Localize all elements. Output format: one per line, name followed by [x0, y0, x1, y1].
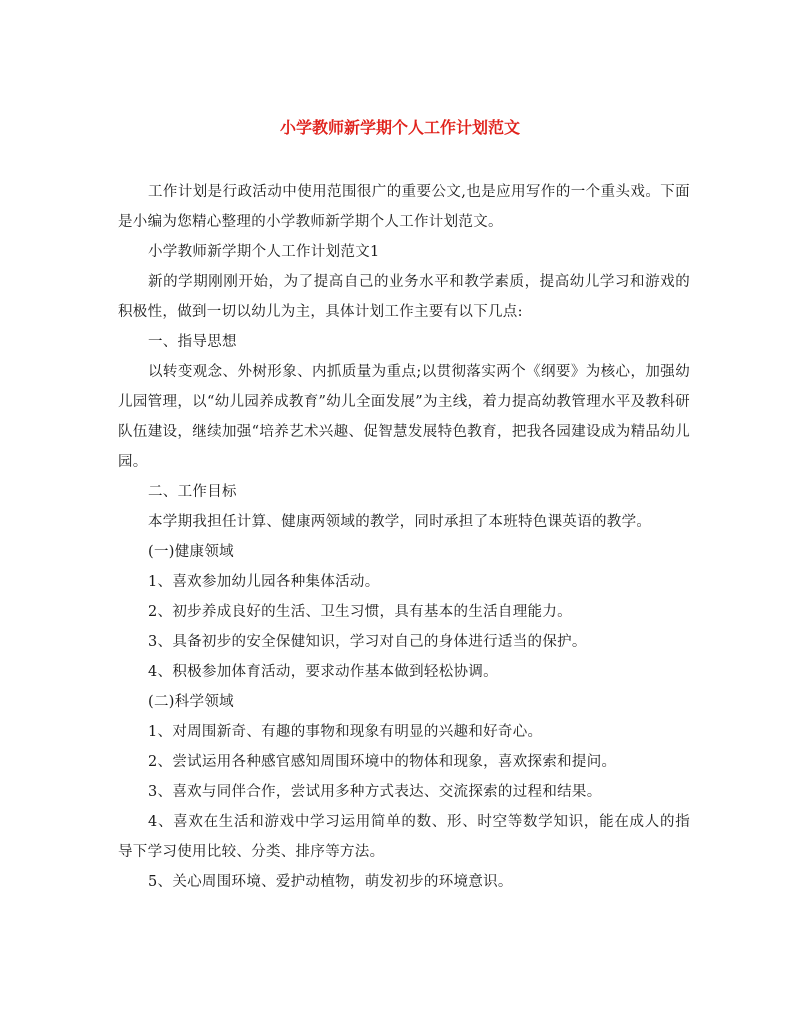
subsection-heading: (二)科学领域: [148, 694, 234, 710]
intro-paragraph: 工作计划是行政活动中使用范围很广的重要公文,也是应用写作的一个重头戏。下面是小编为您精心整理的小学教师新学期个人工作计划范文。: [118, 184, 690, 230]
body-paragraph: 新的学期刚刚开始，为了提高自己的业务水平和教学素质，提高幼儿学习和游戏的积极性，做到一切以幼儿为主，具体计划工作主要有以下几点:: [118, 274, 690, 320]
list-item: 1、对周围新奇、有趣的事物和现象有明显的兴趣和好奇心。: [148, 724, 543, 740]
subtitle-paragraph: 小学教师新学期个人工作计划范文1: [148, 244, 380, 260]
list-item: 1、喜欢参加幼儿园各种集体活动。: [148, 574, 380, 590]
body-paragraph: 以转变观念、外树形象、内抓质量为重点;以贯彻落实两个《纲要》为核心，加强幼儿园管理，以“幼儿园养成教育”幼儿全面发展”为主线，着力提高幼教管理水平及教科研队伍建设，继续加强“培养艺术兴趣、促智慧发展特色教育，把我各园建设成为精品幼儿园。: [118, 364, 690, 470]
list-item: 3、喜欢与同伴合作，尝试用多种方式表达、交流探索的过程和结果。: [148, 784, 602, 800]
document-title: 小学教师新学期个人工作计划范文: [279, 118, 520, 137]
body-paragraph: 本学期我担任计算、健康两领域的教学，同时承担了本班特色课英语的教学。: [148, 514, 652, 530]
section-heading: 一、指导思想: [148, 334, 237, 350]
list-item: 2、尝试运用各种感官感知周围环境中的物体和现象，喜欢探索和提问。: [148, 754, 617, 770]
list-item: 5、关心周围环境、爱护动植物，萌发初步的环境意识。: [148, 874, 513, 890]
list-item: 2、初步养成良好的生活、卫生习惯，具有基本的生活自理能力。: [148, 604, 572, 620]
subsection-heading: (一)健康领域: [148, 544, 234, 560]
document-body: [118, 177, 690, 897]
list-item: 4、积极参加体育活动，要求动作基本做到轻松协调。: [148, 664, 498, 680]
section-heading: 二、工作目标: [148, 484, 237, 500]
list-item: 3、具备初步的安全保健知识，学习对自己的身体进行适当的保护。: [148, 634, 587, 650]
list-item: 4、喜欢在生活和游戏中学习运用简单的数、形、时空等数学知识，能在成人的指导下学习使用比较、分类、排序等方法。: [118, 814, 690, 860]
